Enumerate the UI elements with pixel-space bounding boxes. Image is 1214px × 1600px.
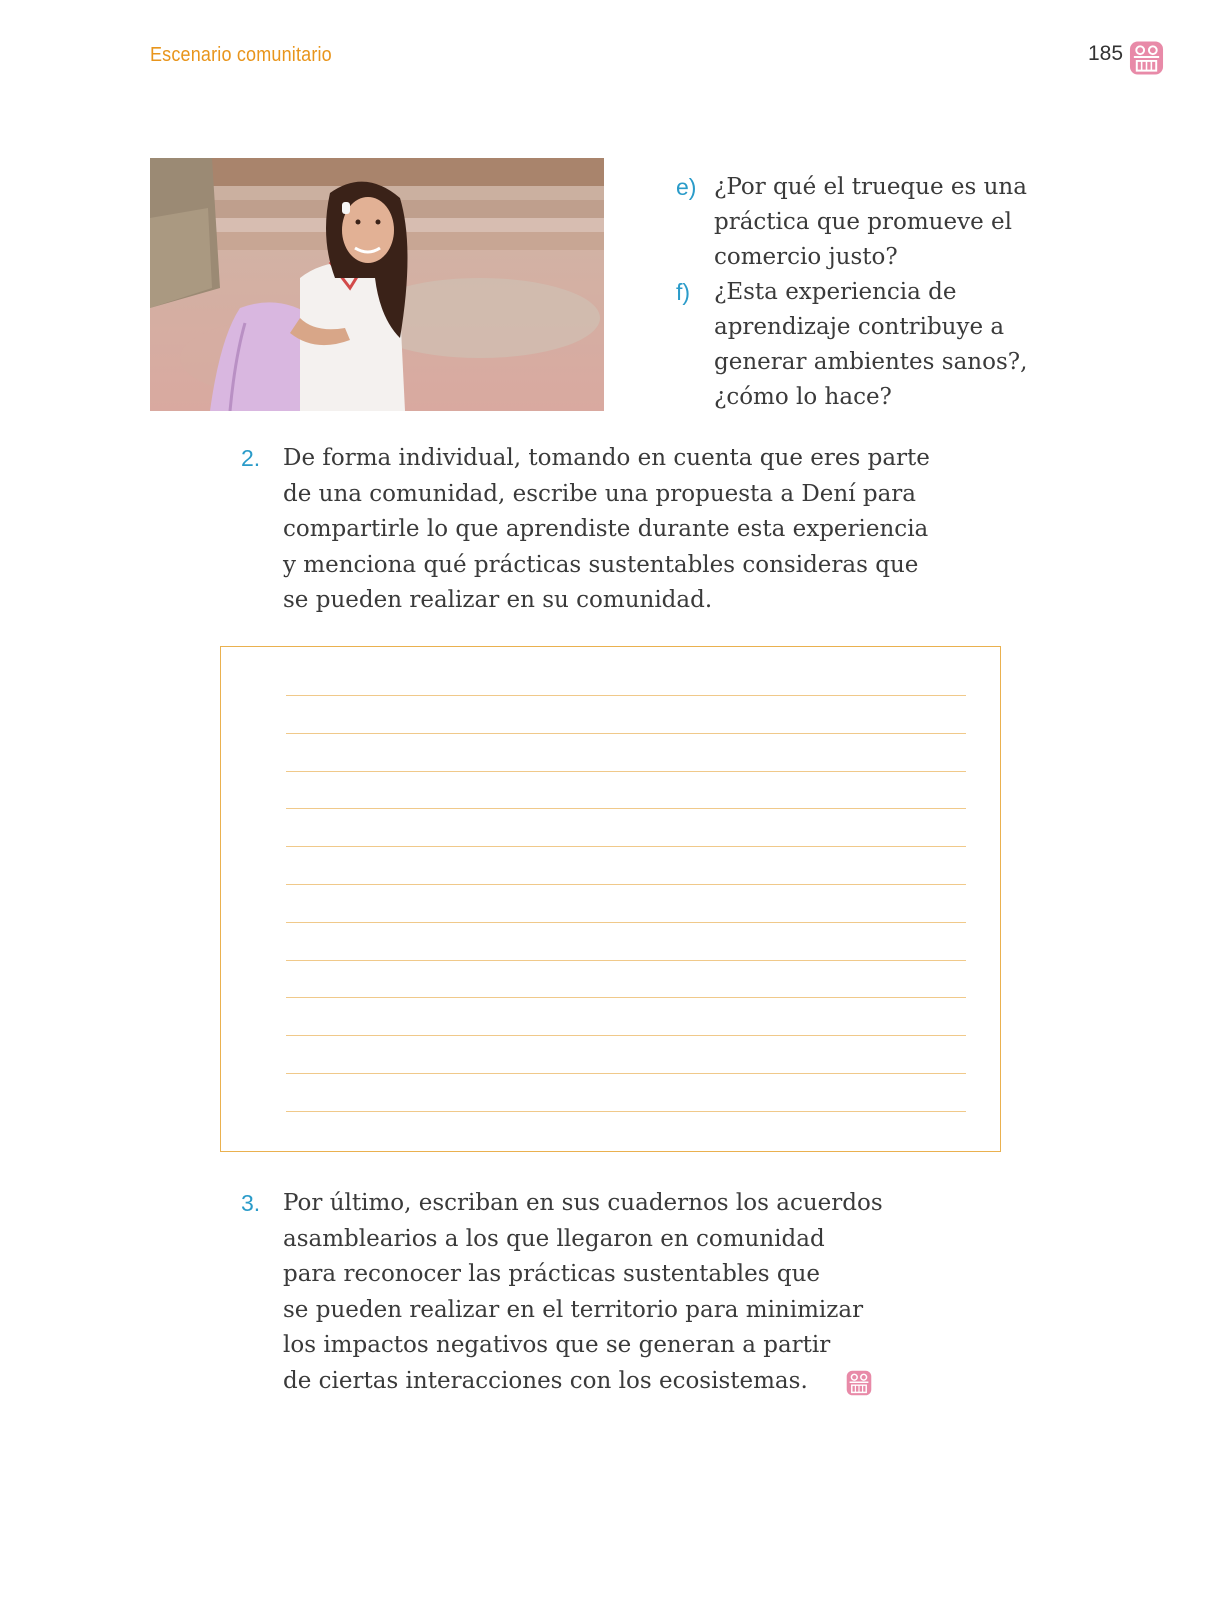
writing-rule-line [286,846,966,847]
task-3 [241,1186,921,1399]
writing-rule-line [286,733,966,734]
page-number: 185 [1088,42,1124,65]
task-number: 3. [241,1190,261,1216]
text-line: y menciona qué prácticas sustentables consideras que [283,551,919,578]
text-line: los impactos negativos que se generan a partir [283,1332,831,1358]
question-text [714,275,1076,415]
text-line: Por último, escriban en sus cuadernos los acuerdos [283,1190,883,1216]
writing-rule-line [286,997,966,998]
text-line: ¿cómo lo hace? [714,384,892,410]
question-list [676,170,1076,415]
question-letter: e) [676,174,697,200]
writing-rule-line [286,1111,966,1112]
text-line: De forma individual, tomando en cuenta que eres parte [283,445,930,471]
task-2 [241,441,981,619]
text-line: generar ambientes sanos?, [714,349,1028,375]
writing-rule-line [286,884,966,885]
question-text [714,170,1076,275]
pink-glyph-icon [1129,40,1164,76]
text-line: aprendizaje contribuye a [714,314,1005,340]
writing-rule-line [286,1073,966,1074]
text-line: ¿Por qué el trueque es una [714,174,1027,200]
text-line: se pueden realizar en el territorio para minimizar [283,1296,864,1323]
girl-with-backpack-photo [150,158,604,411]
text-line: de una comunidad, escribe una propuesta a Dení para [283,480,917,507]
writing-rule-line [286,808,966,809]
text-line: se pueden realizar en su comunidad. [283,587,713,613]
question-f [676,275,1076,415]
task-number: 2. [241,445,261,471]
task-text [283,1186,921,1399]
pink-glyph-icon [846,1370,872,1396]
task-text [283,441,981,619]
text-line: compartirle lo que aprendiste durante esta experiencia [283,516,929,542]
section-title: Escenario comunitario [150,44,332,66]
question-e [676,170,1076,275]
writing-rule-line [286,771,966,772]
text-line: de ciertas interacciones con los ecosistemas. [283,1367,808,1394]
writing-rule-line [286,695,966,696]
text-line: ¿Esta experiencia de [714,279,957,305]
writing-rule-line [286,1035,966,1036]
writing-rule-line [286,960,966,961]
writing-box[interactable] [220,646,1001,1152]
text-line: práctica que promueve el [714,209,1012,235]
text-line: asamblearios a los que llegaron en comunidad [283,1225,825,1252]
text-line: comercio justo? [714,244,898,270]
question-letter: f) [676,279,691,305]
writing-rule-line [286,922,966,923]
text-line: para reconocer las prácticas sustentables que [283,1261,821,1287]
